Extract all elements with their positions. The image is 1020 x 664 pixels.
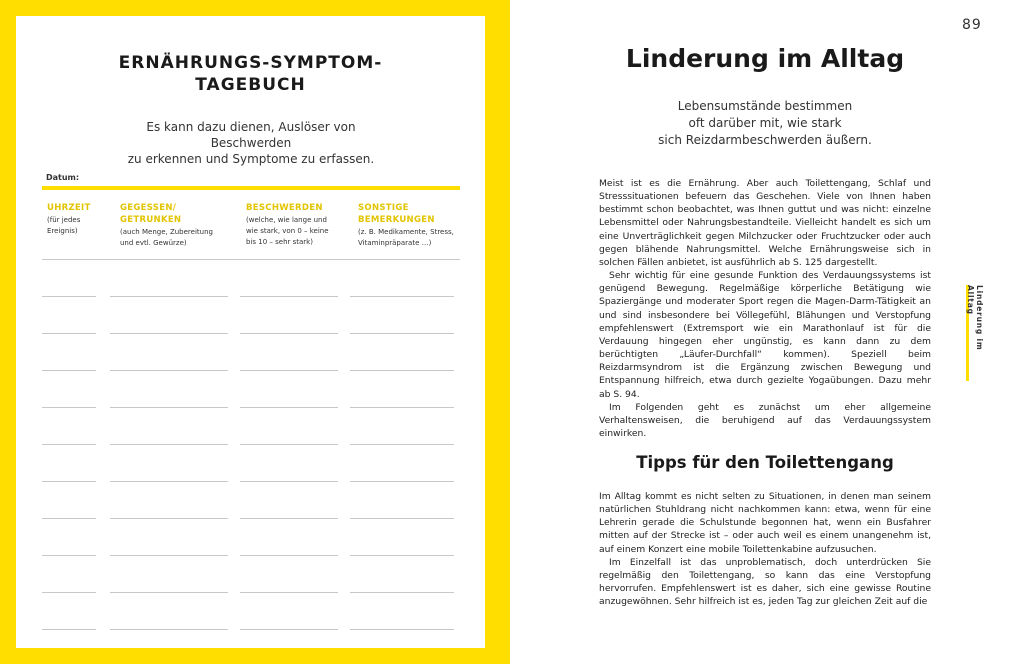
- chapter-intro: [610, 98, 920, 149]
- paragraph: Sehr wichtig für eine gesunde Funktion des Verdauungssystems ist genügend Bewegung. Regelmäßige körperliche Betätigung wie Spaziergänge und moderater Sport regen die Magen-Darm-Tätigkeit an und sind insbesondere bei Völlegefühl, Blähungen und Verstopfung empfehlenswert (Extremsport wie ein Marathonlauf ist für die Verdauung hingegen eher ungünstig, es kann dann zu dem berüchtigten „Läufer-Durchfall“ kommen). Speziell beim Reizdarmsyndrom ist die Ergänzung zwischen Bewegung und Entspannung hilfreich, etwa durch gezielte Yogaübungen. Dazu mehr ab S. 94.: [599, 270, 931, 400]
- entry-line: [240, 370, 338, 371]
- column-heading: BESCHWERDEN: [246, 203, 323, 213]
- column-heading: [358, 202, 478, 226]
- column-heading: UHRZEIT: [47, 203, 91, 213]
- entry-line: [240, 333, 338, 334]
- diary-title-line-2: TAGEBUCH: [195, 75, 306, 95]
- column-heading-line: SONSTIGE: [358, 203, 409, 213]
- entry-line: [350, 444, 454, 445]
- entry-line: [240, 296, 338, 297]
- body-text-block-2: [599, 490, 931, 608]
- paragraph: Im Alltag kommt es nicht selten zu Situationen, in denen man seinem natürlichen Stuhldrang nicht nachkommen kann: etwa, wenn für eine Lehrerin gerade die Schulstunde begonnen hat, wenn ein Busfahrer mitten auf der Strecke ist – oder auch weil es einem unangenehm ist, auf einem Konzert eine mobile Toilettenkabine aufzusuchen.: [599, 491, 931, 555]
- entry-line: [110, 518, 228, 519]
- column-note-line: (z. B. Medikamente, Stress,: [358, 228, 454, 236]
- entry-line: [350, 481, 454, 482]
- entry-line: [42, 629, 96, 630]
- entry-line: [350, 518, 454, 519]
- column-time: [47, 202, 111, 237]
- entry-line: [110, 296, 228, 297]
- paragraph: Im Einzelfall ist das unproblematisch, doch unterdrücken Sie regelmäßig den Toilettengang, so kann das eine Verstopfung hervorrufen. Empfehlenswert ist es daher, sich eine gewisse Routine anzugewöhnen. Sehr hilfreich ist es, jeden Tag zur gleichen Zeit auf die: [599, 556, 931, 608]
- column-note-line: (welche, wie lange und: [246, 216, 327, 224]
- column-heading-line: GEGESSEN/: [120, 203, 177, 213]
- diary-intro-line-1: Es kann dazu dienen, Auslöser von Beschwerden: [146, 120, 356, 150]
- diary-card: [16, 16, 485, 648]
- entry-line: [42, 444, 96, 445]
- entry-line: [350, 555, 454, 556]
- entry-line: [240, 629, 338, 630]
- entry-line: [350, 629, 454, 630]
- column-note-line: wie stark, von 0 – keine: [246, 227, 329, 235]
- date-label: Datum:: [46, 173, 80, 182]
- column-heading: [120, 202, 240, 226]
- entry-line: [42, 333, 96, 334]
- diary-intro: [106, 119, 396, 167]
- paragraph: Meist ist es die Ernährung. Aber auch Toilettengang, Schlaf und Stresssituationen befeuern das Geschehen. Viele von Ihnen haben bestimmt schon beobachtet, was Ihnen guttut und was nicht: einzelne Lebensmittel oder Nahrungsbestandteile. Vielleicht handelt es sich um eine Unverträglichkeit gegen Milchzucker oder Fruchtzucker oder auch gegen blähende Nahrungsmittel. Welche Ernährungsweise sich in solchen Fällen anbietet, ist ausführlich ab S. 125 dargestellt.: [599, 178, 931, 268]
- column-note: [120, 227, 240, 249]
- column-note-line: und evtl. Gewürze): [120, 239, 187, 247]
- entry-line: [110, 407, 228, 408]
- side-tab-label: Linderung im Alltag: [966, 285, 984, 351]
- column-eaten: [120, 202, 240, 249]
- column-remarks: [358, 202, 478, 249]
- column-note-line: (auch Menge, Zubereitung: [120, 228, 213, 236]
- body-text-block-1: [599, 177, 931, 440]
- column-note: [358, 227, 478, 249]
- entry-line: [240, 444, 338, 445]
- yellow-divider: [42, 186, 460, 190]
- entry-line: [110, 444, 228, 445]
- entry-line: [110, 592, 228, 593]
- entry-line: [350, 296, 454, 297]
- column-note: [47, 215, 111, 237]
- diary-title: [16, 52, 485, 96]
- page-number: 89: [962, 17, 982, 33]
- chapter-side-tab: [966, 285, 984, 381]
- entry-line: [110, 333, 228, 334]
- chapter-intro-line-1: Lebensumstände bestimmen: [677, 99, 853, 113]
- column-complaints: [246, 202, 351, 248]
- entry-line: [240, 407, 338, 408]
- entry-line: [42, 481, 96, 482]
- entry-line: [240, 555, 338, 556]
- entry-line: [350, 592, 454, 593]
- entry-line: [350, 407, 454, 408]
- entry-line: [240, 592, 338, 593]
- column-note-line: (für jedes: [47, 216, 81, 224]
- entry-line: [42, 259, 460, 260]
- column-note-line: Ereignis): [47, 227, 78, 235]
- chapter-title: Linderung im Alltag: [625, 44, 905, 73]
- paragraph: Im Folgenden geht es zunächst um eher allgemeine Verhaltensweisen, die beruhigend auf das Verdauungssystem einwirken.: [599, 401, 931, 439]
- entry-line: [42, 407, 96, 408]
- column-note: [246, 215, 351, 248]
- section-title: Tipps für den Toilettengang: [636, 453, 894, 472]
- column-heading-line: BEMERKUNGEN: [358, 215, 435, 225]
- entry-line: [110, 555, 228, 556]
- entry-line: [42, 370, 96, 371]
- entry-line: [110, 370, 228, 371]
- entry-line: [42, 296, 96, 297]
- entry-line: [42, 555, 96, 556]
- diary-intro-line-2: zu erkennen und Symptome zu erfassen.: [127, 152, 375, 166]
- entry-line: [42, 518, 96, 519]
- column-note-line: Vitaminpräparate …): [358, 239, 432, 247]
- diary-title-line-1: ERNÄHRUNGS-SYMPTOM-: [118, 53, 383, 73]
- column-heading-line: GETRUNKEN: [120, 215, 182, 225]
- entry-line: [110, 481, 228, 482]
- entry-line: [350, 333, 454, 334]
- column-note-line: bis 10 – sehr stark): [246, 238, 313, 246]
- chapter-intro-line-3: sich Reizdarmbeschwerden äußern.: [658, 133, 872, 147]
- entry-line: [240, 481, 338, 482]
- entry-line: [240, 518, 338, 519]
- entry-line: [350, 370, 454, 371]
- entry-line: [110, 629, 228, 630]
- entry-line: [42, 592, 96, 593]
- chapter-intro-line-2: oft darüber mit, wie stark: [688, 116, 842, 130]
